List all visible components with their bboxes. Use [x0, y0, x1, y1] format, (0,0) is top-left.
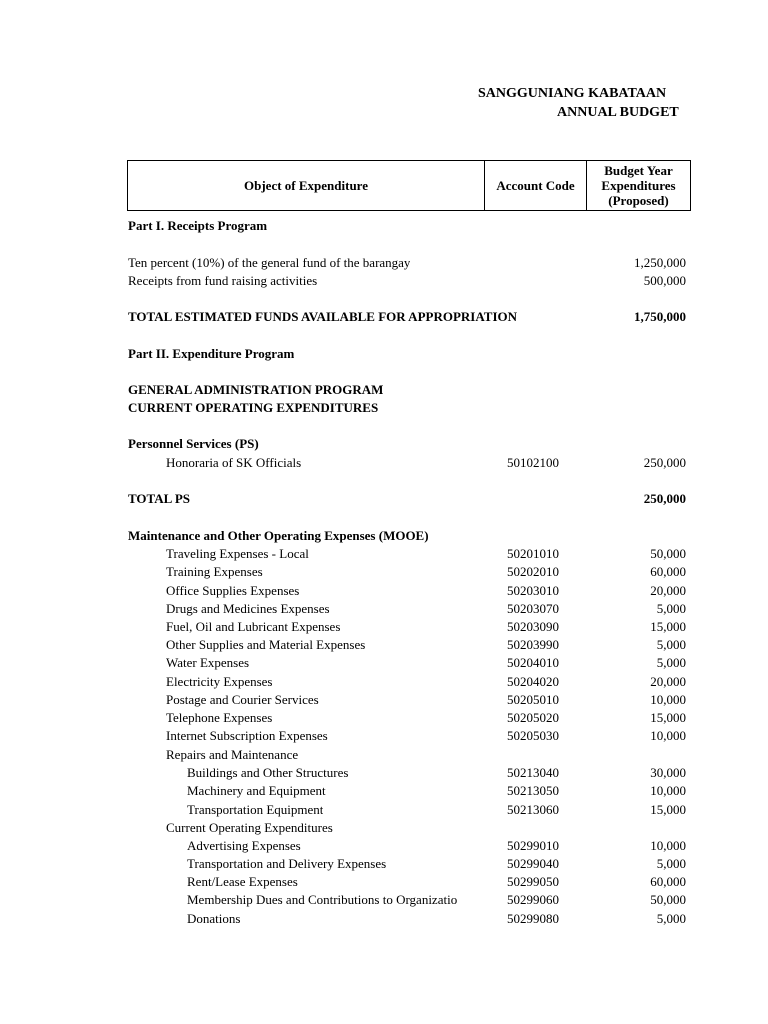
subgroup-heading — [0, 746, 768, 764]
row-amount: 5,000 — [656, 911, 686, 926]
row-account-code: 50299040 — [507, 856, 559, 871]
row-amount: 15,000 — [650, 710, 686, 725]
row-amount: 5,000 — [656, 655, 686, 670]
header-budget-line-3: (Proposed) — [608, 193, 669, 208]
row-label: Ten percent (10%) of the general fund of the barangay — [128, 255, 411, 270]
row-label: Honoraria of SK Officials — [166, 455, 302, 470]
row-label: Advertising Expenses — [187, 838, 301, 853]
row-amount: 15,000 — [650, 619, 686, 634]
total-row — [0, 308, 768, 326]
row-account-code: 50299050 — [507, 874, 559, 889]
row-label: Fuel, Oil and Lubricant Expenses — [166, 619, 341, 634]
table-row — [0, 855, 768, 873]
header-budget-line-2: Expenditures — [601, 178, 676, 193]
row-amount: 50,000 — [650, 892, 686, 907]
row-label: Machinery and Equipment — [187, 783, 326, 798]
row-label: TOTAL PS — [128, 491, 191, 506]
table-row — [0, 454, 768, 472]
row-account-code: 50299010 — [507, 838, 559, 853]
row-amount: 30,000 — [650, 765, 686, 780]
table-row — [0, 691, 768, 709]
table-row — [0, 600, 768, 618]
table-row — [0, 582, 768, 600]
table-row — [0, 254, 768, 272]
row-label: Internet Subscription Expenses — [166, 728, 328, 743]
row-amount: 20,000 — [650, 583, 686, 598]
table-row — [0, 891, 768, 909]
table-row — [0, 873, 768, 891]
row-label: Repairs and Maintenance — [166, 747, 299, 762]
row-label: Electricity Expenses — [166, 674, 273, 689]
row-account-code: 50203070 — [507, 601, 559, 616]
row-account-code: 50205010 — [507, 692, 559, 707]
row-amount: 5,000 — [656, 856, 686, 871]
section-heading — [0, 527, 768, 545]
section-heading — [0, 399, 768, 417]
row-amount: 20,000 — [650, 674, 686, 689]
row-account-code: 50205030 — [507, 728, 559, 743]
row-label: Drugs and Medicines Expenses — [166, 601, 330, 616]
table-row — [0, 636, 768, 654]
table-row — [0, 272, 768, 290]
header-budget-line-1: Budget Year — [604, 163, 673, 178]
row-account-code: 50203010 — [507, 583, 559, 598]
row-amount: 10,000 — [650, 728, 686, 743]
row-account-code: 50202010 — [507, 564, 559, 579]
row-account-code: 50102100 — [507, 455, 559, 470]
table-row — [0, 545, 768, 563]
table-row — [0, 673, 768, 691]
row-label: Personnel Services (PS) — [128, 436, 259, 451]
row-account-code: 50204020 — [507, 674, 559, 689]
row-amount: 60,000 — [650, 874, 686, 889]
table-row — [0, 801, 768, 819]
table-row — [0, 782, 768, 800]
table-row — [0, 709, 768, 727]
table-row — [0, 563, 768, 581]
table-row — [0, 727, 768, 745]
row-amount: 250,000 — [643, 455, 686, 470]
row-label: Transportation and Delivery Expenses — [187, 856, 387, 871]
row-amount: 60,000 — [650, 564, 686, 579]
row-account-code: 50201010 — [507, 546, 559, 561]
row-amount: 1,750,000 — [634, 309, 686, 324]
row-label: Maintenance and Other Operating Expenses (MOOE) — [128, 528, 429, 543]
row-label: Donations — [187, 911, 241, 926]
table-row — [0, 910, 768, 928]
row-account-code: 50205020 — [507, 710, 559, 725]
total-row — [0, 490, 768, 508]
row-account-code: 50213040 — [507, 765, 559, 780]
header-budget-year — [587, 161, 690, 210]
row-amount: 15,000 — [650, 802, 686, 817]
row-label: Membership Dues and Contributions to Organizatio — [187, 892, 458, 907]
document-title-line-1: SANGGUNIANG KABATAAN — [478, 86, 667, 101]
row-label: Part I. Receipts Program — [128, 218, 268, 233]
row-label: GENERAL ADMINISTRATION PROGRAM — [128, 382, 384, 397]
row-amount: 10,000 — [650, 783, 686, 798]
table-header — [127, 160, 691, 211]
table-row — [0, 837, 768, 855]
row-label: Office Supplies Expenses — [166, 583, 300, 598]
document-title-line-2: ANNUAL BUDGET — [557, 105, 679, 120]
subgroup-heading — [0, 819, 768, 837]
row-label: Postage and Courier Services — [166, 692, 319, 707]
row-label: TOTAL ESTIMATED FUNDS AVAILABLE FOR APPROPRIATION — [128, 309, 517, 324]
row-label: Current Operating Expenditures — [166, 820, 333, 835]
row-account-code: 50213050 — [507, 783, 559, 798]
row-amount: 10,000 — [650, 692, 686, 707]
row-amount: 50,000 — [650, 546, 686, 561]
row-account-code: 50203990 — [507, 637, 559, 652]
table-row — [0, 618, 768, 636]
row-label: Traveling Expenses - Local — [166, 546, 309, 561]
row-label: Rent/Lease Expenses — [187, 874, 298, 889]
header-account-code: Account Code — [485, 161, 587, 210]
section-heading — [0, 345, 768, 363]
row-amount: 10,000 — [650, 838, 686, 853]
row-label: Telephone Expenses — [166, 710, 273, 725]
row-amount: 5,000 — [656, 637, 686, 652]
row-label: Other Supplies and Material Expenses — [166, 637, 366, 652]
row-account-code: 50203090 — [507, 619, 559, 634]
row-label: Water Expenses — [166, 655, 250, 670]
row-label: Receipts from fund raising activities — [128, 273, 318, 288]
row-label: Part II. Expenditure Program — [128, 346, 295, 361]
row-label: Buildings and Other Structures — [187, 765, 349, 780]
header-object-of-expenditure: Object of Expenditure — [128, 161, 485, 210]
row-account-code: 50299060 — [507, 892, 559, 907]
row-label: Training Expenses — [166, 564, 263, 579]
table-row — [0, 654, 768, 672]
row-account-code: 50204010 — [507, 655, 559, 670]
row-amount: 500,000 — [643, 273, 686, 288]
section-heading — [0, 381, 768, 399]
row-amount: 5,000 — [656, 601, 686, 616]
section-heading — [0, 217, 768, 235]
section-heading — [0, 435, 768, 453]
row-account-code: 50299080 — [507, 911, 559, 926]
row-label: Transportation Equipment — [187, 802, 324, 817]
row-account-code: 50213060 — [507, 802, 559, 817]
row-amount: 1,250,000 — [634, 255, 686, 270]
table-row — [0, 764, 768, 782]
row-amount: 250,000 — [643, 491, 686, 506]
row-label: CURRENT OPERATING EXPENDITURES — [128, 400, 379, 415]
